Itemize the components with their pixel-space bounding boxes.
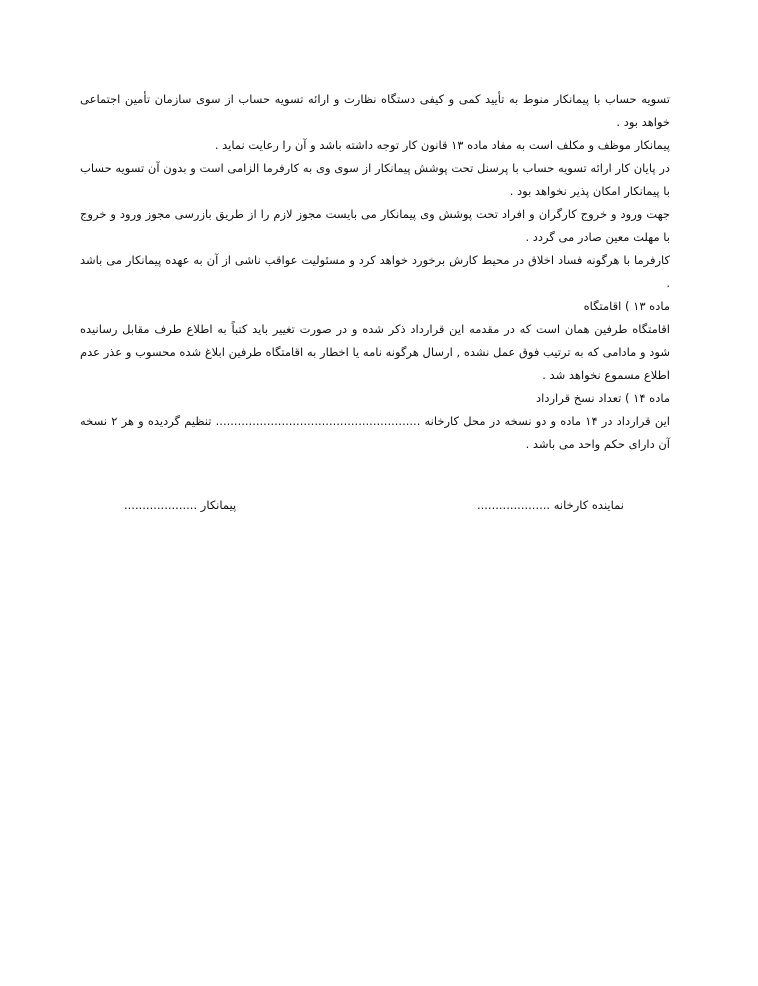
signature-row (0, 498, 758, 522)
paragraph-article-13-labor-law: پیمانکار موظف و مکلف است به مفاد ماده ۱۳ قانون کار توجه داشته باشد و آن را رعایت نماید . (214, 138, 670, 152)
contract-body (80, 88, 670, 456)
factory-representative-signature: نماینده کارخانه .................... (476, 498, 624, 512)
paragraph-entry-exit-permit: جهت ورود و خروج کارگران و افراد تحت پوشش وی پیمانکار می بایست مجوز لازم را از طریق بازرسی مجوز ورود و خروج با مهلت معین صادر می گردد . (80, 207, 670, 244)
paragraph-ethics: کارفرما با هرگونه فساد اخلاق در محیط کارش برخورد خواهد کرد و مسئولیت عواقب ناشی از آن به عهده پیمانکار می باشد . (80, 253, 670, 290)
paragraph-staff-settlement: در پایان کار ارائه تسویه حساب با پرسنل تحت پوشش پیمانکار از سوی وی به کارفرما الزامی است و بدون آن تسویه حساب با پیمانکار امکان پذیر نخواهد بود . (80, 161, 670, 198)
paragraph-copies: این قرارداد در ۱۴ ماده و دو نسخه در محل کارخانه ........................................................ تنظیم گردیده و هر ۲ نسخه آن دارای حکم واحد می باشد . (80, 414, 670, 451)
contractor-signature: پیمانکار .................... (124, 498, 237, 512)
paragraph-residence: اقامتگاه طرفین همان است که در مقدمه این قرارداد ذکر شده و در صورت تغییر باید کتباً به اطلاع طرف مقابل رسانیده شود و مادامی که به ترتیب فوق عمل نشده , ارسال هرگونه نامه یا اخطار به اقامتگاه طرفین ابلاغ شده محسوب و عذر عدم اطلاع مسموع نخواهد شد . (80, 322, 670, 382)
paragraph-settlement: تسویه حساب با پیمانکار منوط به تأیید کمی و کیفی دستگاه نظارت و ارائه تسویه حساب از سوی سازمان تأمین اجتماعی خواهد بود . (80, 92, 670, 129)
heading-article-13: ماده ۱۳ ) اقامتگاه (583, 299, 670, 313)
heading-article-14: ماده ۱۴ ) تعداد نسخ قرارداد (536, 391, 670, 405)
